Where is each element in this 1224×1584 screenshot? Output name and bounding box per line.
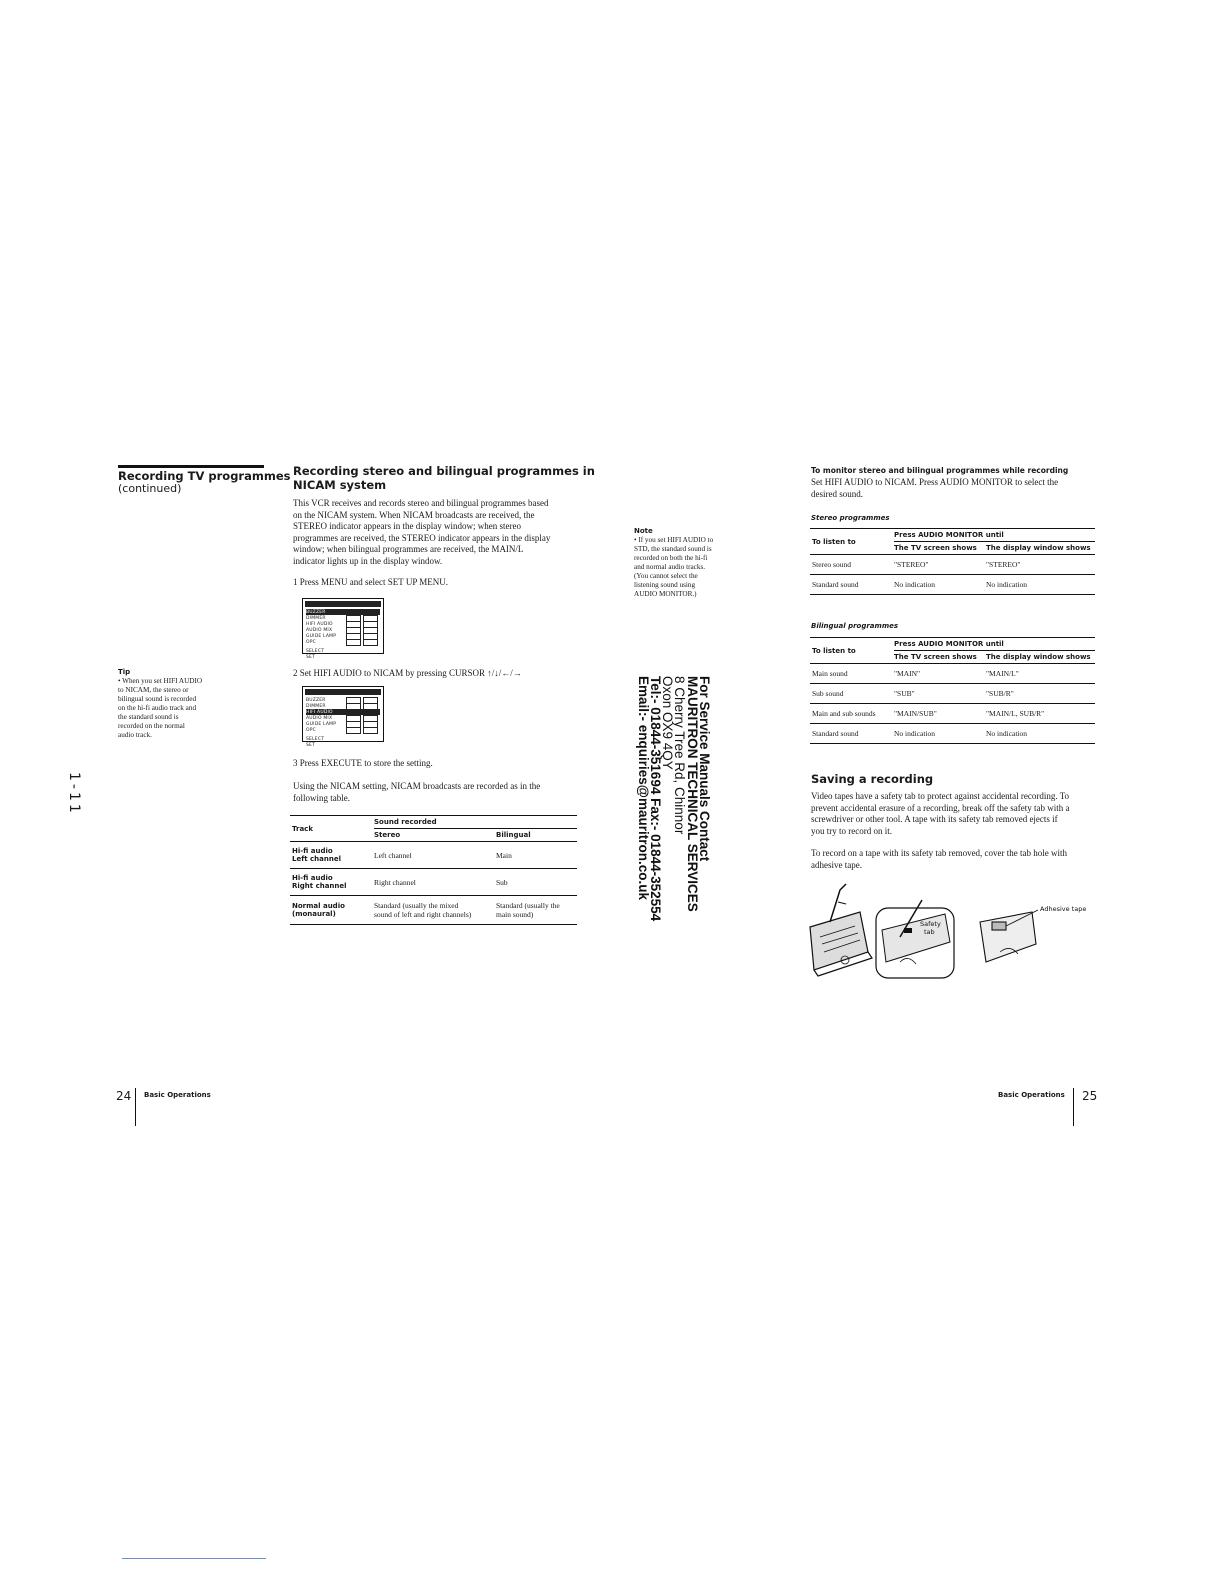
safety-tab-label-1: Safety — [920, 920, 941, 928]
table-row — [810, 555, 1095, 575]
bilingual-col-press: Press AUDIO MONITOR until — [894, 638, 1095, 651]
bottom-link-line — [122, 1558, 266, 1559]
tip-heading: Tip — [118, 668, 131, 676]
table-cell — [374, 842, 496, 869]
side-page-marker: 1-11 — [66, 772, 82, 816]
text-line: desired sound. — [811, 488, 863, 499]
menu-row-label: AUDIO MIX — [306, 627, 333, 633]
table-row — [810, 575, 1095, 595]
cell-line: Right channel — [292, 882, 347, 890]
tip-box — [118, 668, 202, 740]
menu-row-label: HIFI AUDIO — [306, 621, 333, 627]
table-cell-listen: Standard sound — [810, 575, 894, 595]
menu-footer-select: SELECT — [306, 736, 325, 742]
note-box — [634, 527, 713, 599]
menu-footer — [306, 654, 380, 660]
menu-footer — [306, 742, 380, 748]
bilingual-col-display: The display window shows — [986, 651, 1095, 664]
note-text — [634, 536, 713, 599]
cell-line: Standard (usually the mixed — [374, 901, 459, 910]
cell-line: Sub — [496, 877, 508, 887]
text-line: bilingual sound is recorded — [118, 695, 197, 703]
monitor-text — [811, 477, 1091, 500]
setup-menu-screen-2 — [302, 686, 384, 748]
table-cell-display: No indication — [986, 724, 1095, 744]
table-cell — [374, 869, 496, 896]
table-row — [810, 724, 1095, 744]
stereo-col-press: Press AUDIO MONITOR until — [894, 529, 1095, 542]
text-line: Oxon OX9 4QY — [660, 676, 676, 770]
menu-row-label: OPC — [306, 727, 316, 733]
text-line: This VCR receives and records stereo and bilingual programmes based — [293, 498, 549, 508]
intro-paragraph — [293, 498, 593, 568]
text-line: For Service Manuals Contact — [697, 676, 712, 862]
table-cell-display: "MAIN/L" — [986, 664, 1095, 684]
section-subtitle: (continued) — [118, 482, 182, 495]
menu-row-label: DIMMER — [306, 703, 326, 709]
text-line: Email:- enquiries@mauritron.co.uk — [635, 676, 651, 900]
footer-divider-right — [1073, 1088, 1074, 1126]
text-line: prevent accidental erasure of a recording, break off the safety tab with a — [811, 802, 1070, 813]
footer-label-right: Basic Operations — [998, 1091, 1065, 1099]
table-cell-display: "STEREO" — [986, 555, 1095, 575]
cassette-with-screwdriver — [810, 884, 872, 976]
menu-row-label: OPC — [306, 639, 316, 645]
text-line: audio track. — [118, 731, 152, 739]
cell-line: Left channel — [292, 855, 342, 863]
text-line: Using the NICAM setting, NICAM broadcasts are recorded as in the — [293, 781, 541, 791]
text-line: on the NICAM system. When NICAM broadcasts are received, the — [293, 509, 535, 520]
menu-row — [306, 639, 380, 645]
bilingual-caption: Bilingual programmes — [811, 622, 899, 630]
table-cell-listen: Standard sound — [810, 724, 894, 744]
menu-footer-set: SET — [306, 654, 316, 660]
step-3: 3 Press EXECUTE to store the setting. — [293, 758, 433, 768]
table-cell — [290, 842, 374, 869]
text-line: following table. — [293, 792, 350, 803]
cell-line: Normal audio — [292, 902, 345, 910]
footer-divider-left — [135, 1088, 136, 1126]
menu-row-label: BUZZER — [306, 609, 326, 615]
cassette-with-adhesive-tape — [980, 905, 1086, 962]
page-number-right: 25 — [1082, 1089, 1098, 1103]
safety-tab-closeup — [876, 900, 954, 978]
text-line: on the hi-fi audio track and — [118, 704, 197, 712]
text-line: adhesive tape. — [811, 859, 862, 870]
text-line: screwdriver or other tool. A tape with its safety tab removed ejects if — [811, 814, 1058, 825]
cell-line: sound of left and right channels) — [374, 910, 472, 919]
using-paragraph — [293, 781, 593, 804]
menu-row-label: GUIDE LAMP — [306, 721, 337, 727]
text-line: and normal audio tracks. — [634, 563, 706, 571]
text-line: 8 Cherry Tree Rd, Chinnor — [672, 676, 688, 835]
tip-text — [118, 677, 202, 740]
text-line: to NICAM, the stereo or — [118, 686, 189, 694]
table-row — [290, 869, 577, 896]
cell-line: Hi-fi audio — [292, 847, 333, 855]
cell-line: Hi-fi audio — [292, 874, 333, 882]
cell-line: Standard (usually the — [496, 901, 560, 910]
table-cell-tv: No indication — [894, 575, 986, 595]
table-cell-tv: "SUB" — [894, 684, 986, 704]
table-cell-listen: Main and sub sounds — [810, 704, 894, 724]
text-line: Set HIFI AUDIO to NICAM. Press AUDIO MONITOR to select the — [811, 477, 1059, 487]
text-line: (You cannot select the — [634, 572, 698, 580]
table-cell-tv: "STEREO" — [894, 555, 986, 575]
table-row — [810, 704, 1095, 724]
table-cell-display: "MAIN/L, SUB/R" — [986, 704, 1095, 724]
saving-heading: Saving a recording — [811, 772, 934, 786]
page-number-left: 24 — [116, 1089, 132, 1103]
menu-row-label: HIFI AUDIO — [306, 709, 333, 715]
menu-option-box — [346, 727, 361, 734]
table-row — [290, 896, 577, 925]
menu-footer-set: SET — [306, 742, 316, 748]
bilingual-col-listen: To listen to — [810, 638, 894, 664]
bilingual-col-tv: The TV screen shows — [894, 651, 986, 664]
menu-option-box — [346, 639, 361, 646]
menu-row-label: GUIDE LAMP — [306, 633, 337, 639]
stereo-caption: Stereo programmes — [811, 514, 890, 522]
table-cell-listen: Stereo sound — [810, 555, 894, 575]
table-row — [810, 664, 1095, 684]
table-cell-listen: Main sound — [810, 664, 894, 684]
service-contact-stamp — [636, 676, 710, 921]
table-row — [290, 842, 577, 869]
text-line: indicator lights up in the display window. — [293, 555, 443, 566]
nicam-table — [290, 815, 577, 925]
text-line: recorded on the normal — [118, 722, 185, 730]
safety-tab-label-2: tab — [924, 928, 935, 936]
table-cell-tv: "MAIN/SUB" — [894, 704, 986, 724]
table-cell — [496, 869, 577, 896]
stereo-col-tv: The TV screen shows — [894, 542, 986, 555]
cell-line: Left channel — [374, 850, 412, 860]
adhesive-tape-label: Adhesive tape — [1040, 905, 1087, 913]
menu-rows — [303, 697, 383, 748]
table-cell-tv: No indication — [894, 724, 986, 744]
stereo-table — [810, 528, 1095, 595]
text-line: AUDIO MONITOR.) — [634, 590, 697, 598]
table-row — [810, 684, 1095, 704]
cover-paragraph — [811, 848, 1101, 871]
col-stereo: Stereo — [374, 829, 496, 842]
section-title: Recording TV programmes — [118, 469, 291, 483]
text-line: the standard sound is — [118, 713, 179, 721]
text-line: To record on a tape with its safety tab removed, cover the tab hole with — [811, 848, 1068, 858]
menu-title-bar — [305, 601, 381, 607]
text-line: you try to record on it. — [811, 825, 892, 836]
section-rule — [118, 465, 264, 468]
table-cell-listen: Sub sound — [810, 684, 894, 704]
setup-menu-screen-1 — [302, 598, 384, 660]
safety-tab-illustration — [800, 882, 1100, 982]
menu-rows — [303, 609, 383, 660]
menu-row-label: BUZZER — [306, 697, 326, 703]
table-cell-display: "SUB/R" — [986, 684, 1095, 704]
cell-line: Right channel — [374, 877, 416, 887]
text-line: Video tapes have a safety tab to protect against accidental recording. To — [811, 791, 1070, 801]
menu-option-box — [363, 727, 378, 734]
stereo-col-display: The display window shows — [986, 542, 1095, 555]
col-track: Track — [290, 816, 374, 842]
text-line: • When you set HIFI AUDIO — [118, 677, 203, 685]
menu-row-label: AUDIO MIX — [306, 715, 333, 721]
cell-line: main sound) — [496, 910, 534, 919]
text-line: • If you set HIFI AUDIO to — [634, 536, 714, 544]
cell-line: (monaural) — [292, 910, 336, 918]
text-line: programmes are received, the STEREO indicator appears in the display — [293, 532, 551, 543]
text-line: window; when bilingual programmes are received, the MAIN/L — [293, 544, 524, 555]
text-line: Tel:- 01844-351694 Fax:- 01844-352554 — [647, 676, 663, 922]
step-1: 1 Press MENU and select SET UP MENU. — [293, 577, 448, 587]
stereo-col-listen: To listen to — [810, 529, 894, 555]
monitor-heading: To monitor stereo and bilingual programmes while recording — [811, 466, 1069, 475]
menu-row — [306, 727, 380, 733]
text-line: listening sound using — [634, 581, 696, 589]
footer-label-left: Basic Operations — [144, 1091, 211, 1099]
menu-option-box — [363, 639, 378, 646]
saving-paragraph — [811, 791, 1101, 837]
cell-line: Main — [496, 850, 512, 860]
note-heading: Note — [634, 527, 653, 535]
nicam-heading-line1: Recording stereo and bilingual programmes in — [293, 464, 595, 478]
table-cell-tv: "MAIN" — [894, 664, 986, 684]
table-cell — [374, 896, 496, 925]
bilingual-table — [810, 637, 1095, 744]
step-2: 2 Set HIFI AUDIO to NICAM by pressing CURSOR ↑/↓/←/→ — [293, 668, 522, 678]
nicam-heading-line2: NICAM system — [293, 478, 387, 492]
text-line: recorded on both the hi-fi — [634, 554, 708, 562]
text-line: STD, the standard sound is — [634, 545, 712, 553]
menu-footer-select: SELECT — [306, 648, 325, 654]
table-cell — [290, 869, 374, 896]
text-line: MAURITRON TECHNICAL SERVICES — [684, 676, 700, 912]
table-cell — [496, 896, 577, 925]
table-cell — [290, 896, 374, 925]
text-line: STEREO indicator appears in the display window; when stereo — [293, 521, 521, 532]
table-cell-display: No indication — [986, 575, 1095, 595]
table-cell — [496, 842, 577, 869]
col-sound-recorded: Sound recorded — [374, 816, 577, 829]
menu-row-label: DIMMER — [306, 615, 326, 621]
menu-title-bar — [305, 689, 381, 695]
col-bilingual: Bilingual — [496, 829, 577, 842]
